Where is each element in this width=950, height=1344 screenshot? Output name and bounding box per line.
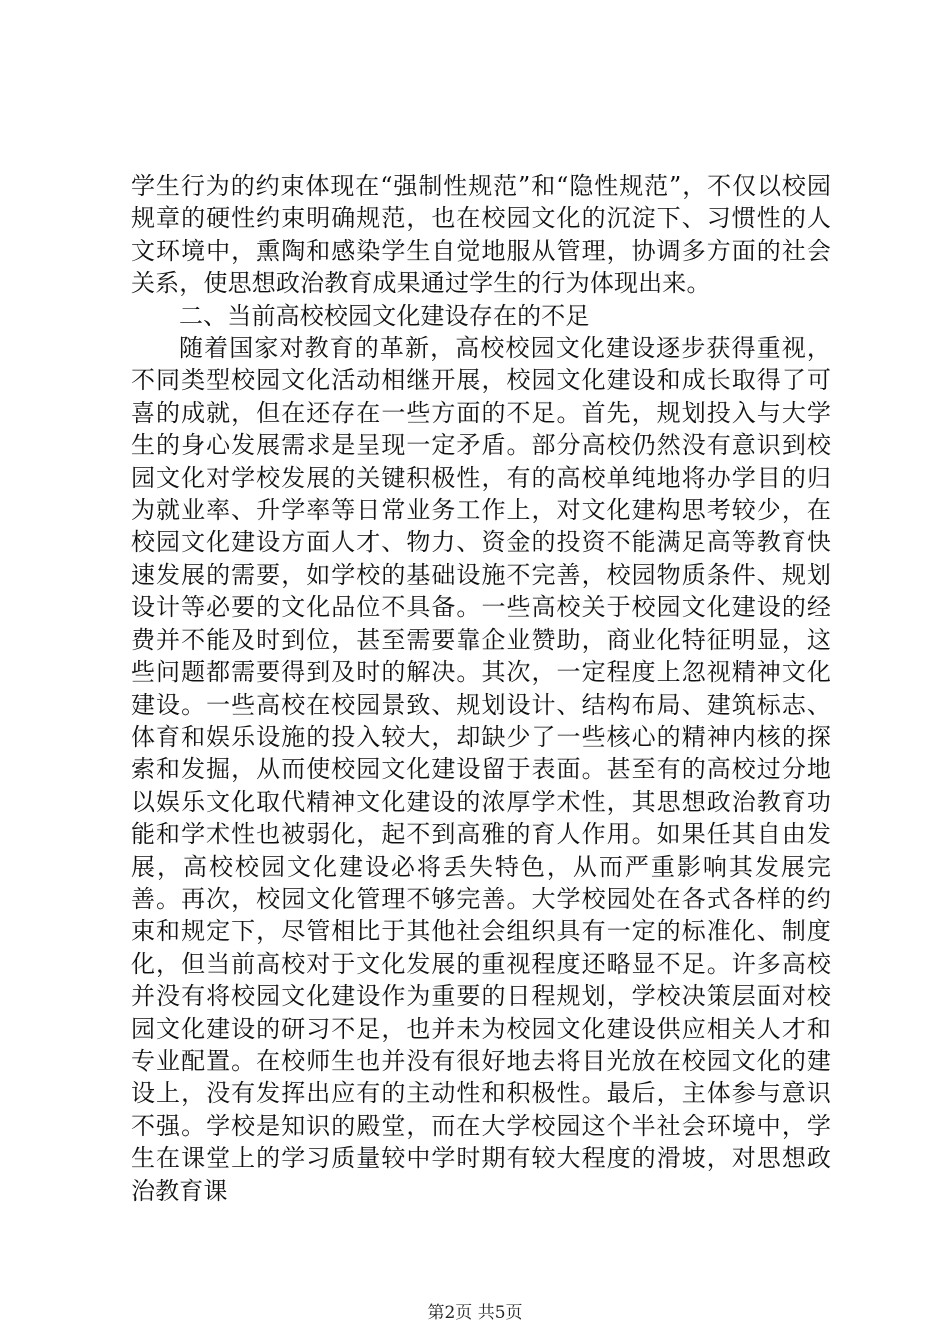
document-body [131,170,831,1207]
continued-paragraph: 学生行为的约束体现在“强制性规范”和“隐性规范”，不仅以校园规章的硬性约束明确规范，也在校园文化的沉淀下、习惯性的人文环境中，熏陶和感染学生自觉地服从管理，协调多方面的社会关系，使思想政治教育成果通过学生的行为体现出来。 [131,172,831,298]
page-footer: 第2页 共5页 [427,1303,523,1323]
body-paragraph: 随着国家对教育的革新，高校校园文化建设逐步获得重视，不同类型校园文化活动相继开展，校园文化建设和成长取得了可喜的成就，但在还存在一些方面的不足。首先，规划投入与大学生的身心发展需求是呈现一定矛盾。部分高校仍然没有意识到校园文化对学校发展的关键积极性，有的高校单纯地将办学目的归为就业率、升学率等日常业务工作上，对文化建构思考较少，在校园文化建设方面人才、物力、资金的投资不能满足高等教育快速发展的需要，如学校的基础设施不完善，校园物质条件、规划设计等必要的文化品位不具备。一些高校关于校园文化建设的经费并不能及时到位，甚至需要靠企业赞助，商业化特征明显，这些问题都需要得到及时的解决。其次，一定程度上忽视精神文化建设。一些高校在校园景致、规划设计、结构布局、建筑标志、体育和娱乐设施的投入较大，却缺少了一些核心的精神内核的探索和发掘，从而使校园文化建设留于表面。甚至有的高校过分地以娱乐文化取代精神文化建设的浓厚学术性，其思想政治教育功能和学术性也被弱化，起不到高雅的育人作用。如果任其自由发展，高校校园文化建设必将丢失特色，从而严重影响其发展完善。再次，校园文化管理不够完善。大学校园处在各式各样的约束和规定下，尽管相比于其他社会组织具有一定的标准化、制度化，但当前高校对于文化发展的重视程度还略显不足。许多高校并没有将校园文化建设作为重要的日程规划，学校决策层面对校园文化建设的研习不足，也并未为校园文化建设供应相关人才和专业配置。在校师生也并没有很好地去将目光放在校园文化的建设上，没有发挥出应有的主动性和积极性。最后，主体参与意识不强。学校是知识的殿堂，而在大学校园这个半社会环境中，学生在课堂上的学习质量较中学时期有较大程度的滑坡，对思想政治教育课 [131,334,831,1205]
section-heading: 二、当前高校校园文化建设存在的不足 [179,301,590,330]
